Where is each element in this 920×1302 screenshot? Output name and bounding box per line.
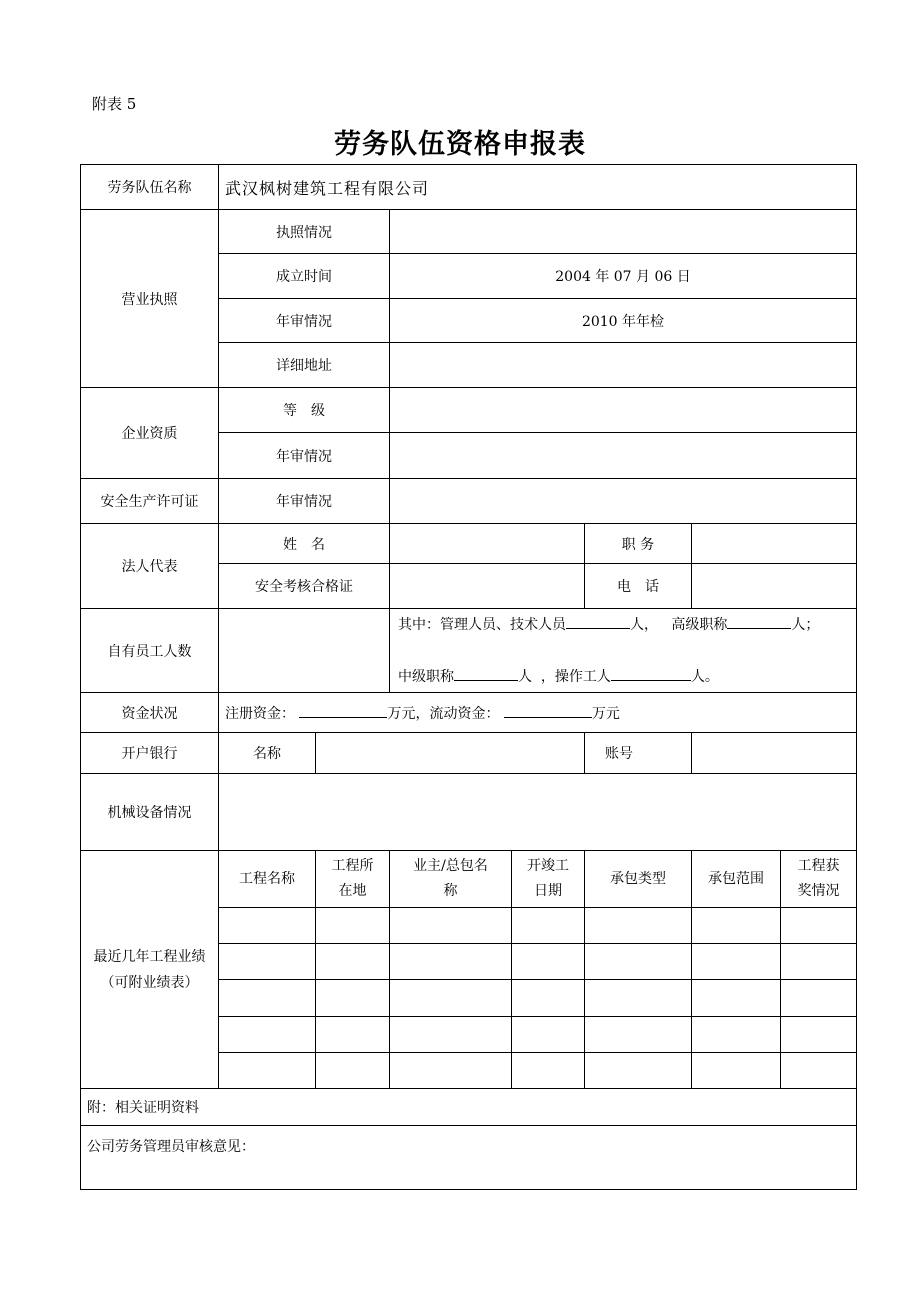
column-awards: 工程获 奖情况 — [781, 851, 857, 908]
performance-label-text: 最近几年工程业绩（可附业绩表） — [93, 948, 206, 991]
address-value[interactable] — [390, 343, 857, 388]
bank-name-value[interactable] — [316, 733, 585, 774]
staff-line2-end: 人。 — [690, 668, 719, 685]
grade-value[interactable] — [390, 388, 857, 433]
safety-cert-label: 安全考核合格证 — [219, 564, 390, 609]
safety-review-label: 年审情况 — [219, 479, 390, 524]
staff-breakdown[interactable] — [390, 609, 857, 693]
annual-review-value[interactable]: 2010 年年检 — [390, 299, 857, 343]
equipment-label: 机械设备情况 — [81, 774, 219, 851]
legal-rep-label: 法人代表 — [81, 524, 219, 609]
staff-count-value[interactable] — [219, 609, 390, 693]
phone-label: 电 话 — [585, 564, 692, 609]
bank-account-label: 账号 — [585, 733, 692, 774]
application-form-table — [80, 164, 857, 1190]
address-label: 详细地址 — [219, 343, 390, 388]
safety-permit-label: 安全生产许可证 — [81, 479, 219, 524]
column-project-name: 工程名称 — [219, 851, 316, 908]
team-name-label: 劳务队伍名称 — [81, 165, 219, 210]
established-date-label: 成立时间 — [219, 254, 390, 299]
safety-cert-value[interactable] — [390, 564, 585, 609]
registered-capital-label: 注册资金： — [225, 705, 295, 722]
license-status-value[interactable] — [390, 210, 857, 254]
funds-value[interactable] — [219, 693, 857, 733]
staff-line1-end: 人； — [791, 616, 820, 633]
registered-capital-unit: 万元，流动资金： — [387, 705, 500, 722]
staff-senior-title-label: 高级职称 — [671, 616, 728, 633]
established-date-value[interactable]: 2004 年 07 月 06 日 — [390, 254, 857, 299]
staff-count-label: 自有员工人数 — [81, 609, 219, 693]
column-location: 工程所 在地 — [316, 851, 390, 908]
legal-rep-name-value[interactable] — [390, 524, 585, 564]
staff-line1-prefix: 其中：管理人员、技术人员 — [398, 616, 566, 633]
appendix-number: 附表 5 — [92, 95, 137, 113]
staff-workers-label: ，操作工人 — [540, 668, 611, 685]
legal-rep-position-label: 职 务 — [585, 524, 692, 564]
column-contract-type: 承包类型 — [585, 851, 692, 908]
safety-review-value[interactable] — [390, 479, 857, 524]
review-opinion[interactable]: 公司劳务管理员审核意见： — [81, 1126, 857, 1190]
funds-label: 资金状况 — [81, 693, 219, 733]
bank-name-label: 名称 — [219, 733, 316, 774]
business-license-label: 营业执照 — [81, 210, 219, 388]
column-contract-scope: 承包范围 — [692, 851, 781, 908]
phone-value[interactable] — [692, 564, 857, 609]
bank-label: 开户银行 — [81, 733, 219, 774]
form-title: 劳务队伍资格申报表 — [334, 129, 586, 160]
license-status-label: 执照情况 — [219, 210, 390, 254]
equipment-value[interactable] — [219, 774, 857, 851]
column-dates: 开竣工 日期 — [512, 851, 585, 908]
qualification-review-label: 年审情况 — [219, 433, 390, 479]
grade-label: 等 级 — [219, 388, 390, 433]
bank-account-value[interactable] — [692, 733, 857, 774]
staff-mid-title-label: 中级职称 — [398, 668, 454, 685]
staff-line2-unit: 人 — [518, 668, 532, 685]
column-owner: 业主/总包名 称 — [390, 851, 512, 908]
legal-rep-position-value[interactable] — [692, 524, 857, 564]
annual-review-label: 年审情况 — [219, 299, 390, 343]
qualification-review-value[interactable] — [390, 433, 857, 479]
legal-rep-name-label: 姓 名 — [219, 524, 390, 564]
attachment-note: 附：相关证明资料 — [81, 1089, 857, 1126]
working-capital-unit: 万元 — [591, 705, 620, 722]
team-name-value[interactable]: 武汉枫树建筑工程有限公司 — [219, 165, 857, 210]
staff-line1-unit: 人， — [630, 616, 658, 633]
performance-label — [81, 851, 219, 1089]
qualification-label: 企业资质 — [81, 388, 219, 479]
